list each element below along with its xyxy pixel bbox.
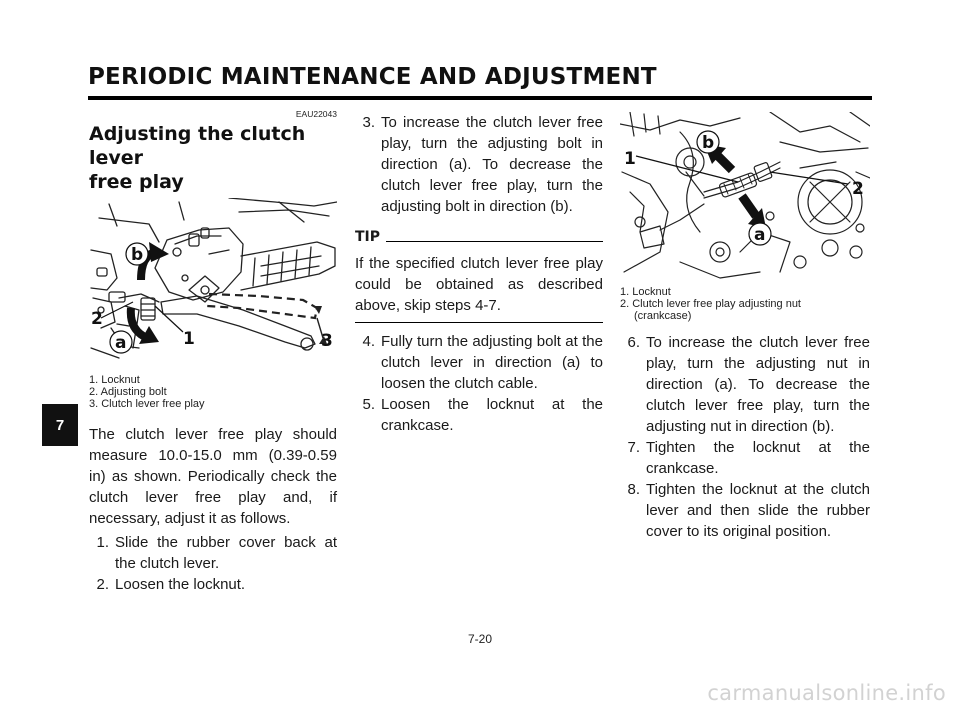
- tip-label: TIP: [355, 229, 381, 245]
- step-text: Loosen the locknut at the crankcase.: [381, 396, 603, 434]
- header-rule: [88, 96, 872, 100]
- figure-label-2: 2: [852, 179, 864, 199]
- step-number: 2.: [96, 576, 109, 593]
- crankcase-figure: [620, 112, 870, 282]
- step-text: To increase the clutch lever free play, turn the adjusting bolt in direction (a). To decrease the clutch lever free play, turn the adjusting bolt in direction (b).: [381, 114, 603, 215]
- page-header-title: PERIODIC MAINTENANCE AND ADJUSTMENT: [88, 64, 657, 90]
- tip-heading: [355, 229, 603, 245]
- caption-line: (crankcase): [634, 310, 692, 322]
- clutch-lever-illustration: [89, 198, 337, 370]
- caption-line: 2. Clutch lever free play adjusting nut: [620, 298, 801, 310]
- caption-line: 2. Adjusting bolt: [89, 386, 167, 398]
- step-number: 1.: [96, 534, 109, 551]
- step-text: Tighten the locknut at the crankcase.: [646, 439, 870, 477]
- list-item: [620, 437, 870, 479]
- tip-rule: [386, 241, 603, 242]
- step-text: Slide the rubber cover back at the clutch lever.: [115, 534, 337, 572]
- figure-label-a: a: [115, 333, 127, 353]
- list-item: [620, 332, 870, 437]
- clutch-lever-figure: [89, 198, 337, 370]
- list-item: [620, 479, 870, 542]
- step-number: 4.: [362, 333, 375, 350]
- step-number: 5.: [362, 396, 375, 413]
- figure-caption: [89, 374, 337, 410]
- list-item: [355, 394, 603, 436]
- figure-label-2: 2: [91, 309, 103, 329]
- figure-label-b: b: [702, 133, 715, 153]
- figure-label-a: a: [754, 225, 766, 245]
- steps-list: [89, 532, 337, 595]
- section-title: [89, 122, 337, 194]
- document-code: EAU22043: [295, 109, 337, 119]
- list-item: [89, 574, 337, 595]
- right-column: [620, 112, 870, 542]
- step-text: To increase the clutch lever free play, turn the adjusting nut in direction (a). To decrease the clutch lever free play, turn the adjusting nut in direction (b).: [646, 334, 870, 435]
- step-text: Loosen the locknut.: [115, 576, 246, 593]
- figure-label-1: 1: [183, 329, 195, 349]
- caption-line: 1. Locknut: [620, 286, 671, 298]
- step-number: 8.: [627, 481, 640, 498]
- page-number: 7-20: [467, 632, 493, 646]
- chapter-tab[interactable]: 7: [42, 404, 78, 446]
- middle-column: [355, 112, 603, 436]
- crankcase-adjuster-illustration: [620, 112, 870, 282]
- figure-label-b: b: [131, 245, 144, 265]
- list-item: [355, 331, 603, 394]
- watermark-link[interactable]: carmanualsonline.info: [707, 681, 946, 705]
- caption-line: 3. Clutch lever free play: [89, 398, 205, 410]
- step-text: Fully turn the adjusting bolt at the clutch lever in direction (a) to loosen the clutch cable.: [381, 333, 603, 392]
- list-item: [355, 112, 603, 217]
- intro-paragraph: The clutch lever free play should measure 10.0-15.0 mm (0.39-0.59 in) as shown. Periodically check the clutch lever free play and, if necessary, adjust it as follows.: [89, 426, 337, 527]
- steps-list: [620, 332, 870, 542]
- step-number: 7.: [627, 439, 640, 456]
- section-title-line-2: free play: [89, 171, 184, 193]
- step-number: 6.: [627, 334, 640, 351]
- step-text: Tighten the locknut at the clutch lever and then slide the rubber cover to its original position.: [646, 481, 870, 540]
- caption-line: 1. Locknut: [89, 374, 140, 386]
- figure-caption: [620, 286, 870, 322]
- step-number: 3.: [362, 114, 375, 131]
- figure-label-3: 3: [321, 331, 333, 351]
- tip-end-rule: [355, 322, 603, 323]
- tip-text: If the specified clutch lever free play could be obtained as described above, skip steps 4-7.: [355, 255, 603, 314]
- list-item: [89, 532, 337, 574]
- left-column: [89, 108, 337, 595]
- section-title-line-1: Adjusting the clutch lever: [89, 123, 306, 169]
- figure-label-1: 1: [624, 149, 636, 169]
